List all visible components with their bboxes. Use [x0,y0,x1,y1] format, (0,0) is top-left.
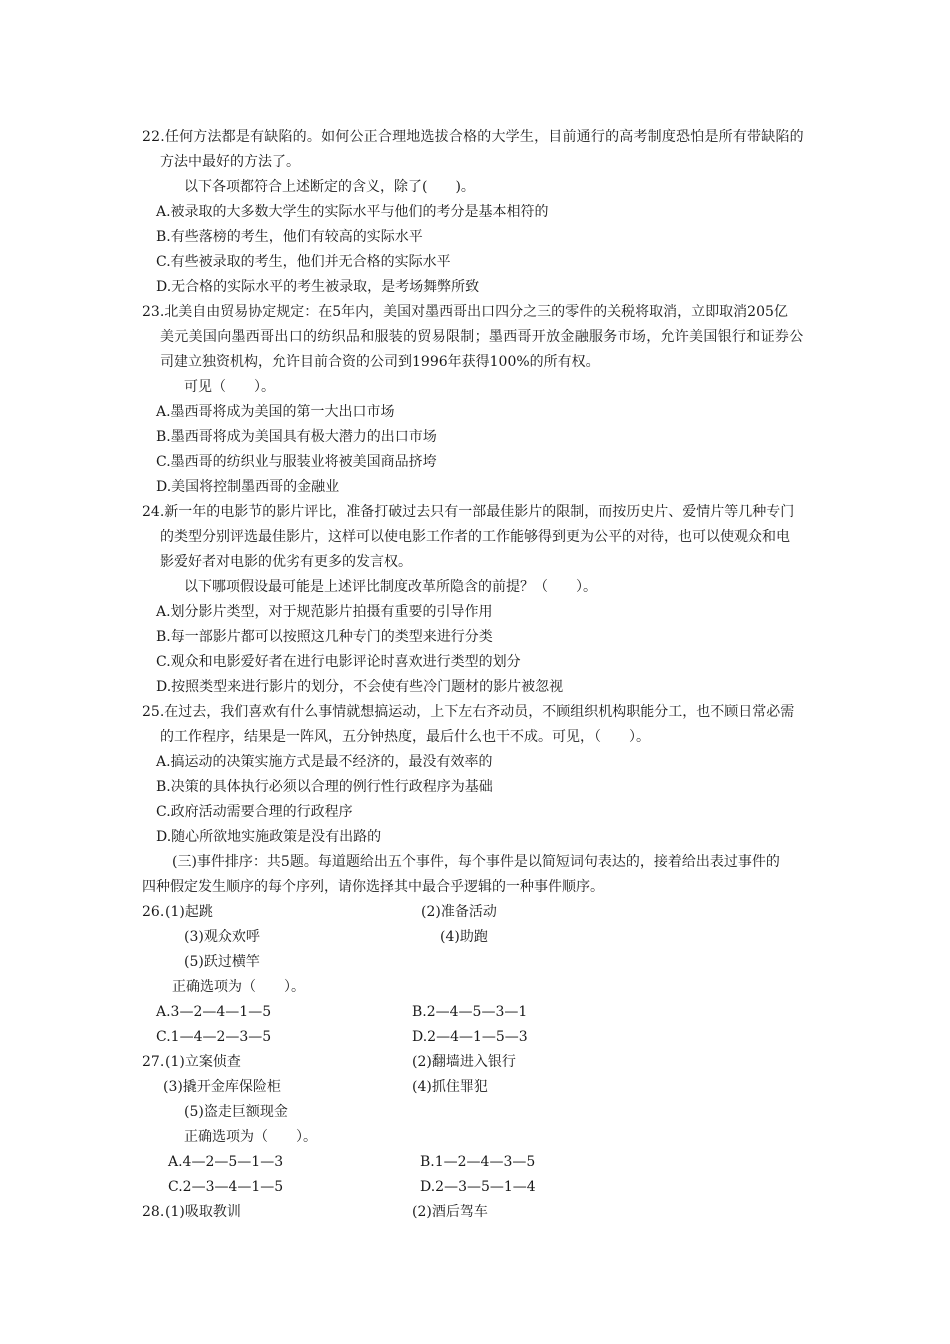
q22-option-a: A.被录取的大多数大学生的实际水平与他们的考分是基本相符的 [156,204,549,220]
q24-prompt: 以下哪项假设最可能是上述评比制度改革所隐含的前提？（ ）。 [184,579,597,595]
section3-intro-line-1: (三)事件排序：共5题。每道题给出五个事件，每个事件是以简短词句表达的，接着给出表过事件的 [172,854,780,870]
q26-option-b: B.2—4—5—3—1 [412,1004,528,1020]
q24-stem-line-1: 24.新一年的电影节的影片评比，准备打破过去只有一部最佳影片的限制，而按历史片、爱情片等几种专门 [142,504,795,520]
q27-item-5: (5)盗走巨额现金 [184,1104,288,1120]
q25-option-c: C.政府活动需要合理的行政程序 [156,804,353,820]
q23-stem-line-2: 美元美国向墨西哥出口的纺织品和服装的贸易限制；墨西哥开放金融服务市场，允许美国银行和证券公 [160,329,804,345]
q28-item-2: (2)酒后驾车 [412,1204,488,1220]
q24-option-c: C.观众和电影爱好者在进行电影评论时喜欢进行类型的划分 [156,654,521,670]
q22-prompt: 以下各项都符合上述断定的含义，除了( )。 [184,179,475,195]
q27-option-a: A.4—2—5—1—3 [168,1154,284,1170]
q27-item-4: (4)抓住罪犯 [412,1079,488,1095]
q22-stem-line-2: 方法中最好的方法了。 [160,154,300,170]
q22-stem-line-1: 22.任何方法都是有缺陷的。如何公正合理地选拔合格的大学生，目前通行的高考制度恐怕是所有带缺陷的 [142,129,804,145]
q27-item-1: (1)立案侦查 [165,1054,241,1070]
q26-item-3: (3)观众欢呼 [184,929,260,945]
q28-item-1: (1)吸取教训 [165,1204,241,1220]
q23-option-a: A.墨西哥将成为美国的第一大出口市场 [156,404,395,420]
q27-item-3: (3)撬开金库保险柜 [163,1079,281,1095]
q23-option-c: C.墨西哥的纺织业与服装业将被美国商品挤垮 [156,454,437,470]
q25-option-d: D.随心所欲地实施政策是没有出路的 [156,829,382,845]
q22-option-d: D.无合格的实际水平的考生被录取，是考场舞弊所致 [156,279,480,295]
q23-option-d: D.美国将控制墨西哥的金融业 [156,479,340,495]
q25-option-a: A.搞运动的决策实施方式是最不经济的，最没有效率的 [156,754,493,770]
q22-option-b: B.有些落榜的考生，他们有较高的实际水平 [156,229,423,245]
q24-option-a: A.划分影片类型，对于规范影片拍摄有重要的引导作用 [156,604,493,620]
q26-prompt: 正确选项为（ ）。 [172,979,305,995]
q24-stem-line-3: 影爱好者对电影的优劣有更多的发言权。 [160,554,412,570]
q23-prompt: 可见（ ）。 [184,379,275,395]
q24-option-d: D.按照类型来进行影片的划分，不会使有些冷门题材的影片被忽视 [156,679,564,695]
q25-stem-line-1: 25.在过去，我们喜欢有什么事情就想搞运动，上下左右齐动员，不顾组织机构职能分工，也不顾日常必需 [142,704,795,720]
q24-option-b: B.每一部影片都可以按照这几种专门的类型来进行分类 [156,629,493,645]
q24-stem-line-2: 的类型分别评选最佳影片，这样可以使电影工作者的工作能够得到更为公平的对待，也可以使观众和电 [160,529,790,545]
q23-option-b: B.墨西哥将成为美国具有极大潜力的出口市场 [156,429,437,445]
q27-option-d: D.2—3—5—1—4 [420,1179,536,1195]
q26-item-1: (1)起跳 [165,904,213,920]
q27-number: 27. [142,1054,165,1070]
q26-item-2: (2)准备活动 [421,904,497,920]
q26-option-c: C.1—4—2—3—5 [156,1029,272,1045]
q26-option-d: D.2—4—1—5—3 [412,1029,528,1045]
q26-number: 26. [142,904,165,920]
q25-option-b: B.决策的具体执行必须以合理的例行性行政程序为基础 [156,779,493,795]
q27-option-c: C.2—3—4—1—5 [168,1179,284,1195]
q27-item-2: (2)翻墙进入银行 [412,1054,516,1070]
q23-stem-line-1: 23.北美自由贸易协定规定：在5年内，美国对墨西哥出口四分之三的零件的关税将取消，立即取消205亿 [142,304,788,320]
q27-option-b: B.1—2—4—3—5 [420,1154,536,1170]
q22-option-c: C.有些被录取的考生，他们并无合格的实际水平 [156,254,451,270]
section3-intro-line-2: 四种假定发生顺序的每个序列，请你选择其中最合乎逻辑的一种事件顺序。 [142,879,604,895]
q26-option-a: A.3—2—4—1—5 [156,1004,272,1020]
q26-item-5: (5)跃过横竿 [184,954,260,970]
q25-stem-line-2: 的工作程序，结果是一阵风，五分钟热度，最后什么也干不成。可见，（ ）。 [160,729,650,745]
q26-item-4: (4)助跑 [440,929,488,945]
q23-stem-line-3: 司建立独资机构，允许目前合资的公司到1996年获得100%的所有权。 [160,354,600,370]
q27-prompt: 正确选项为（ ）。 [184,1129,317,1145]
q28-number: 28. [142,1204,165,1220]
